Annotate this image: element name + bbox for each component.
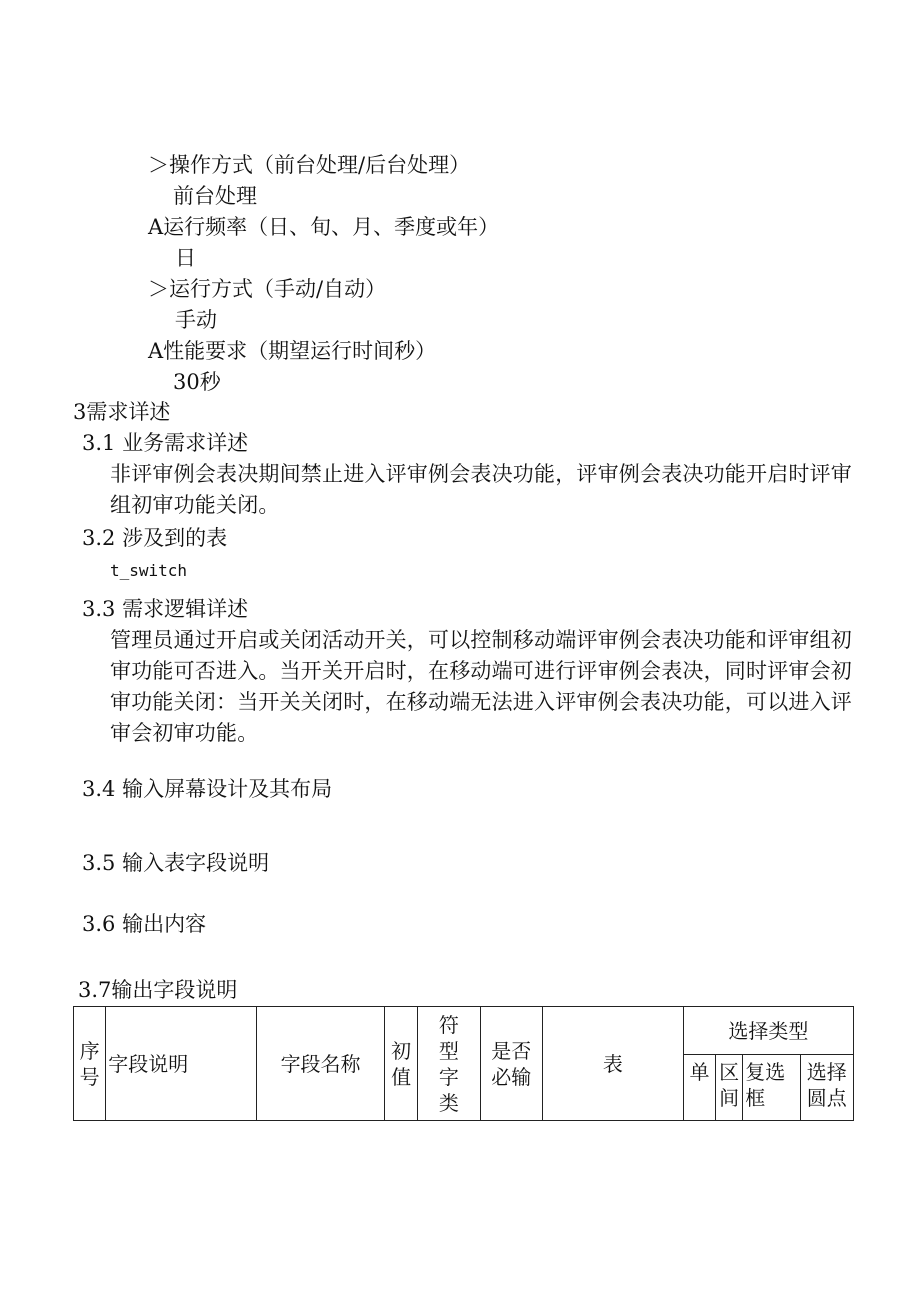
header-table: 表 [542,1007,683,1121]
table-name: t_switch [110,561,188,580]
run-mode-value: 手动 [175,308,217,332]
section-3-1-heading: 3.1 业务需求详述 [82,431,249,455]
header-char-type: 符型字类 [418,1007,480,1121]
section-3-4-heading: 3.4 输入屏幕设计及其布局 [82,777,333,801]
header-checkbox: 复选框 [743,1055,800,1121]
op-mode-label: ＞操作方式（前台处理/后台处理） [148,153,471,177]
header-single: 单 [683,1055,715,1121]
section-3-3-text: 管理员通过开启或关闭活动开关，可以控制移动端评审例会表决功能和评审组初审功能可否进入。当开关开启时，在移动端可进行评审例会表决，同时评审会初审功能关闭：当开关关闭时，在移动端无法进入评审例会表决功能，可以进入评审会初审功能。 [110,628,852,745]
frequency-value: 日 [175,246,196,270]
section-3-1-text: 非评审例会表决期间禁止进入评审例会表决功能，评审例会表决功能开启时评审组初审功能关闭。 [110,462,852,517]
op-mode-value: 前台处理 [173,184,257,208]
section-3-5-heading: 3.5 输入表字段说明 [82,851,270,875]
section-3-7-heading: 3.7输出字段说明 [78,978,238,1002]
header-radio: 选择圆点 [800,1055,853,1121]
header-field-name: 字段名称 [257,1007,385,1121]
output-field-table [73,1006,854,1121]
header-select-type: 选择类型 [683,1007,853,1055]
frequency-label: A运行频率（日、旬、月、季度或年） [148,215,500,239]
run-mode-label: ＞运行方式（手动/自动） [148,277,387,301]
section-3-2-heading: 3.2 涉及到的表 [82,526,228,550]
header-seq: 序号 [74,1007,106,1121]
section-3-heading: 3需求详述 [73,400,171,424]
performance-label: A性能要求（期望运行时间秒） [148,339,437,363]
header-required: 是否必输 [480,1007,542,1121]
header-range: 区间 [716,1055,743,1121]
section-3-6-heading: 3.6 输出内容 [82,912,207,936]
header-field-desc: 字段说明 [106,1007,257,1121]
section-3-3-heading: 3.3 需求逻辑详述 [82,597,249,621]
performance-value: 30秒 [173,370,221,394]
header-initial-value: 初值 [384,1007,417,1121]
